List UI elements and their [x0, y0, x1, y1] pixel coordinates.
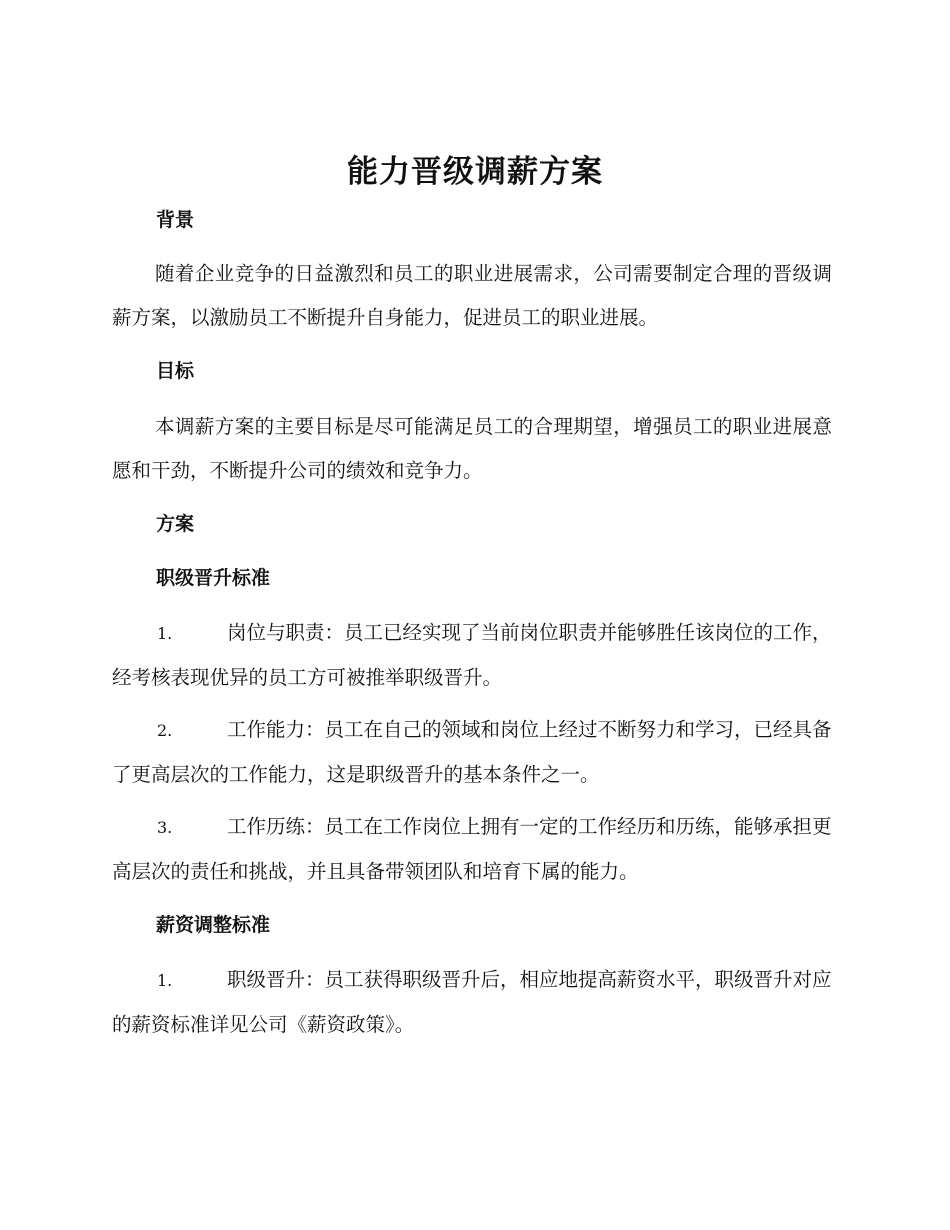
- list-item: [112, 708, 832, 797]
- heading-plan: 方案: [156, 513, 195, 535]
- heading-promotion-standards: 职级晋升标准: [156, 567, 271, 589]
- list-item-number: 3.: [157, 818, 173, 837]
- list-item: [112, 805, 832, 894]
- list-item-text: 工作能力：员工在自己的领域和岗位上经过不断努力和学习，已经具备了更高层次的工作能力，这是职级晋升的基本条件之一。: [112, 718, 832, 786]
- list-item-number: 1.: [157, 971, 173, 990]
- paragraph-goal: 本调薪方案的主要目标是尽可能满足员工的合理期望，增强员工的职业进展意愿和干劲，不断提升公司的绩效和竞争力。: [112, 415, 832, 482]
- list-item: [112, 611, 832, 700]
- list-item: [112, 958, 832, 1047]
- paragraph-background: 随着企业竞争的日益激烈和员工的职业进展需求，公司需要制定合理的晋级调薪方案，以激励员工不断提升自身能力，促进员工的职业进展。: [112, 262, 832, 329]
- list-item-text: 岗位与职责：员工已经实现了当前岗位职责并能够胜任该岗位的工作，经考核表现优异的员工方可被推举职级晋升。: [112, 621, 832, 689]
- list-item-text: 职级晋升：员工获得职级晋升后，相应地提高薪资水平，职级晋升对应的薪资标准详见公司《薪资政策》。: [112, 968, 832, 1036]
- heading-goal: 目标: [156, 360, 195, 382]
- list-item-number: 1.: [157, 624, 173, 643]
- heading-background: 背景: [156, 209, 195, 231]
- list-item-number: 2.: [157, 721, 173, 740]
- list-item-text: 工作历练：员工在工作岗位上拥有一定的工作经历和历练，能够承担更高层次的责任和挑战，并且具备带领团队和培育下属的能力。: [112, 815, 832, 883]
- heading-salary-standards: 薪资调整标准: [156, 914, 271, 936]
- document-title: 能力晋级调薪方案: [347, 154, 603, 190]
